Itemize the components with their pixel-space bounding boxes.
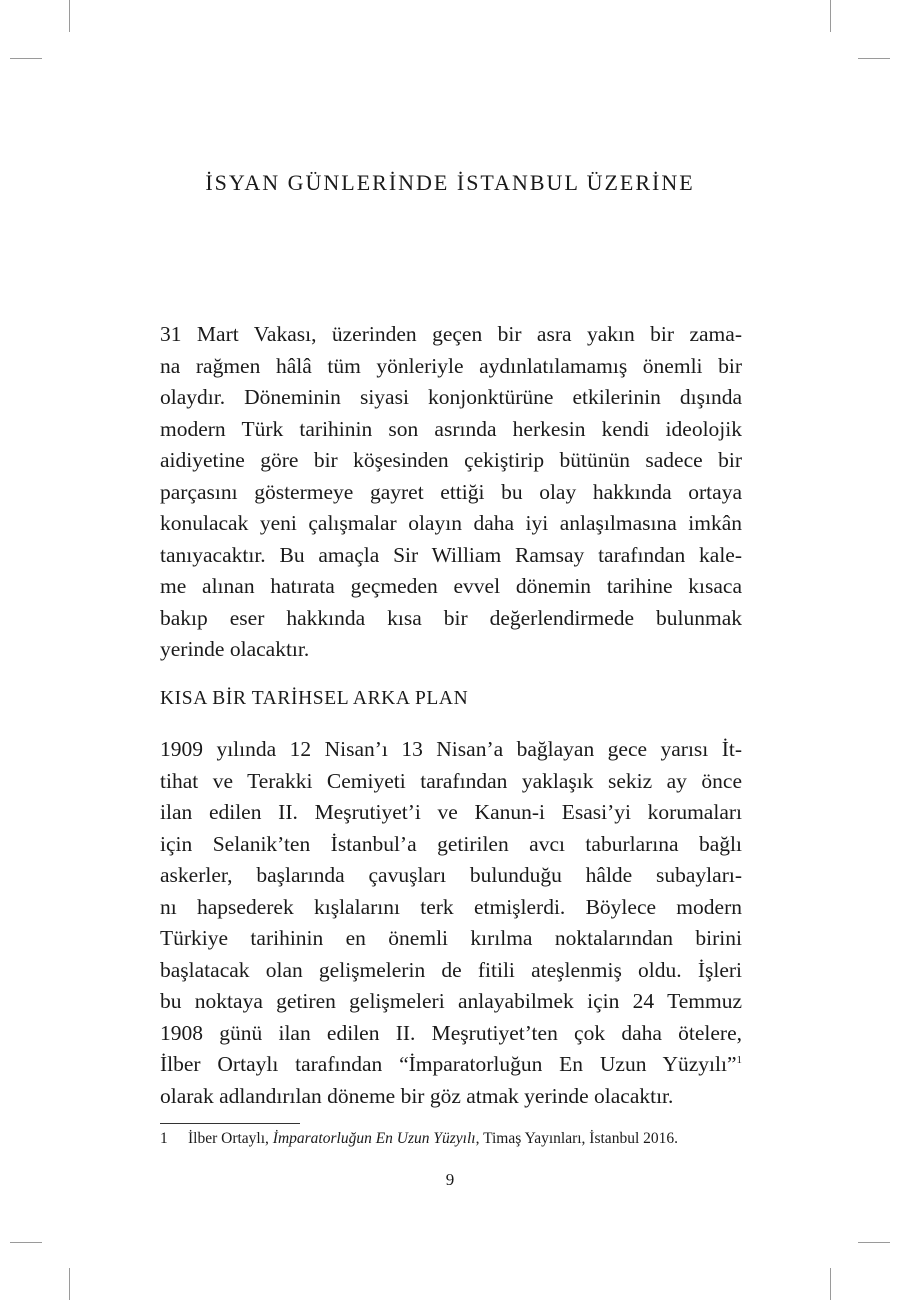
text-line <box>160 382 742 414</box>
text-line <box>160 923 742 955</box>
text-line <box>160 986 742 1018</box>
crop-mark <box>858 58 890 59</box>
text-line-content: modern Türk tarihinin son asrında herkesin kendi ideolojik <box>160 416 742 441</box>
chapter-title: İSYAN GÜNLERİNDE İSTANBUL ÜZERİNE <box>205 170 695 195</box>
intro-paragraph <box>160 319 742 666</box>
text-line-content: başlatacak olan gelişmelerin de fitili ateşlenmiş oldu. İşleri <box>160 957 742 982</box>
text-line-content: olaydır. Döneminin siyasi konjonktürüne etkilerinin dışında <box>160 385 742 409</box>
text-line-content: aidiyetine göre bir köşesinden çekiştirip bütünün sadece bir <box>160 448 742 472</box>
text-line <box>160 540 742 572</box>
crop-mark <box>830 0 831 32</box>
section-heading: KISA BİR TARİHSEL ARKA PLAN <box>160 688 469 709</box>
text-line-content: tihat ve Terakki Cemiyeti tarafından yaklaşık sekiz ay önce <box>160 768 742 793</box>
footnote-divider <box>160 1123 300 1124</box>
text-line-content: bu noktaya getiren gelişmeleri anlayabilmek için 24 Temmuz <box>160 989 742 1013</box>
text-line <box>160 508 742 540</box>
text-line <box>160 414 742 446</box>
text-line <box>160 1018 742 1050</box>
crop-mark <box>69 1268 70 1300</box>
text-line-content: 1909 yılında 12 Nisan’ı 13 Nisan’a bağlayan gece yarısı İt- <box>160 737 742 761</box>
text-line <box>160 351 742 383</box>
footnote-publisher: , Timaş Yayınları, İstanbul 2016. <box>475 1130 678 1147</box>
crop-mark <box>10 58 42 59</box>
background-paragraph <box>160 734 742 1112</box>
footnote-number: 1 <box>160 1130 168 1147</box>
text-line <box>160 571 742 603</box>
footnote-book-title: İmparatorluğun En Uzun Yüzyılı <box>272 1130 476 1147</box>
text-line-content: 1908 günü ilan edilen II. Meşrutiyet’ten çok daha ötelere, <box>160 1020 742 1045</box>
text-line-content: ilan edilen II. Meşrutiyet’i ve Kanun-i Esasi’yi korumaları <box>160 800 742 824</box>
text-line-content: me alınan hatırata geçmeden evvel dönemin tarihine kısaca <box>160 574 742 598</box>
text-line <box>160 797 742 829</box>
text-line-content: nı hapsederek kışlalarını terk etmişlerdi. Böylece modern <box>160 894 742 919</box>
text-line-content: parçasını göstermeye gayret ettiği bu olay hakkında ortaya <box>160 479 742 504</box>
text-line-content: tanıyacaktır. Bu amaçla Sir William Ramsay tarafından kale- <box>160 542 742 567</box>
text-line <box>160 829 742 861</box>
footnote-reference: 1 <box>736 1053 742 1066</box>
footnote <box>160 1128 760 1150</box>
text-line <box>160 766 742 798</box>
crop-mark <box>10 1242 42 1243</box>
text-line <box>160 1049 742 1081</box>
text-line-content: bakıp eser hakkında kısa bir değerlendirmede bulunmak <box>160 605 742 630</box>
text-line <box>160 603 742 635</box>
text-line <box>160 892 742 924</box>
footnote-author: İlber Ortaylı, <box>188 1130 273 1147</box>
text-line-content: konulacak yeni çalışmalar olayın daha iyi anlaşılmasına imkân <box>160 511 742 535</box>
text-line <box>160 734 742 766</box>
crop-mark <box>830 1268 831 1300</box>
text-line <box>160 1081 742 1113</box>
text-line <box>160 477 742 509</box>
text-line-content: İlber Ortaylı tarafından “İmparatorluğun En Uzun Yüzyılı” <box>160 1052 737 1076</box>
text-line-content: 31 Mart Vakası, üzerinden geçen bir asra yakın bir zama- <box>160 322 742 346</box>
text-line <box>160 634 742 666</box>
text-line-content: na rağmen hâlâ tüm yönleriyle aydınlatılamamış önemli bir <box>160 353 742 378</box>
text-line-content: askerler, başlarında çavuşları bulunduğu hâlde subayları- <box>160 863 742 887</box>
text-line-content: olarak adlandırılan döneme bir göz atmak yerinde olacaktır. <box>160 1083 674 1108</box>
crop-mark <box>69 0 70 32</box>
text-line <box>160 445 742 477</box>
text-line-content: için Selanik’ten İstanbul’a getirilen avcı taburlarına bağlı <box>160 831 742 856</box>
text-line-content: yerinde olacaktır. <box>160 637 310 661</box>
text-line-content: Türkiye tarihinin en önemli kırılma noktalarından birini <box>160 926 742 950</box>
text-line <box>160 319 742 351</box>
page-number: 9 <box>445 1170 455 1189</box>
text-line <box>160 955 742 987</box>
text-line <box>160 860 742 892</box>
crop-mark <box>858 1242 890 1243</box>
